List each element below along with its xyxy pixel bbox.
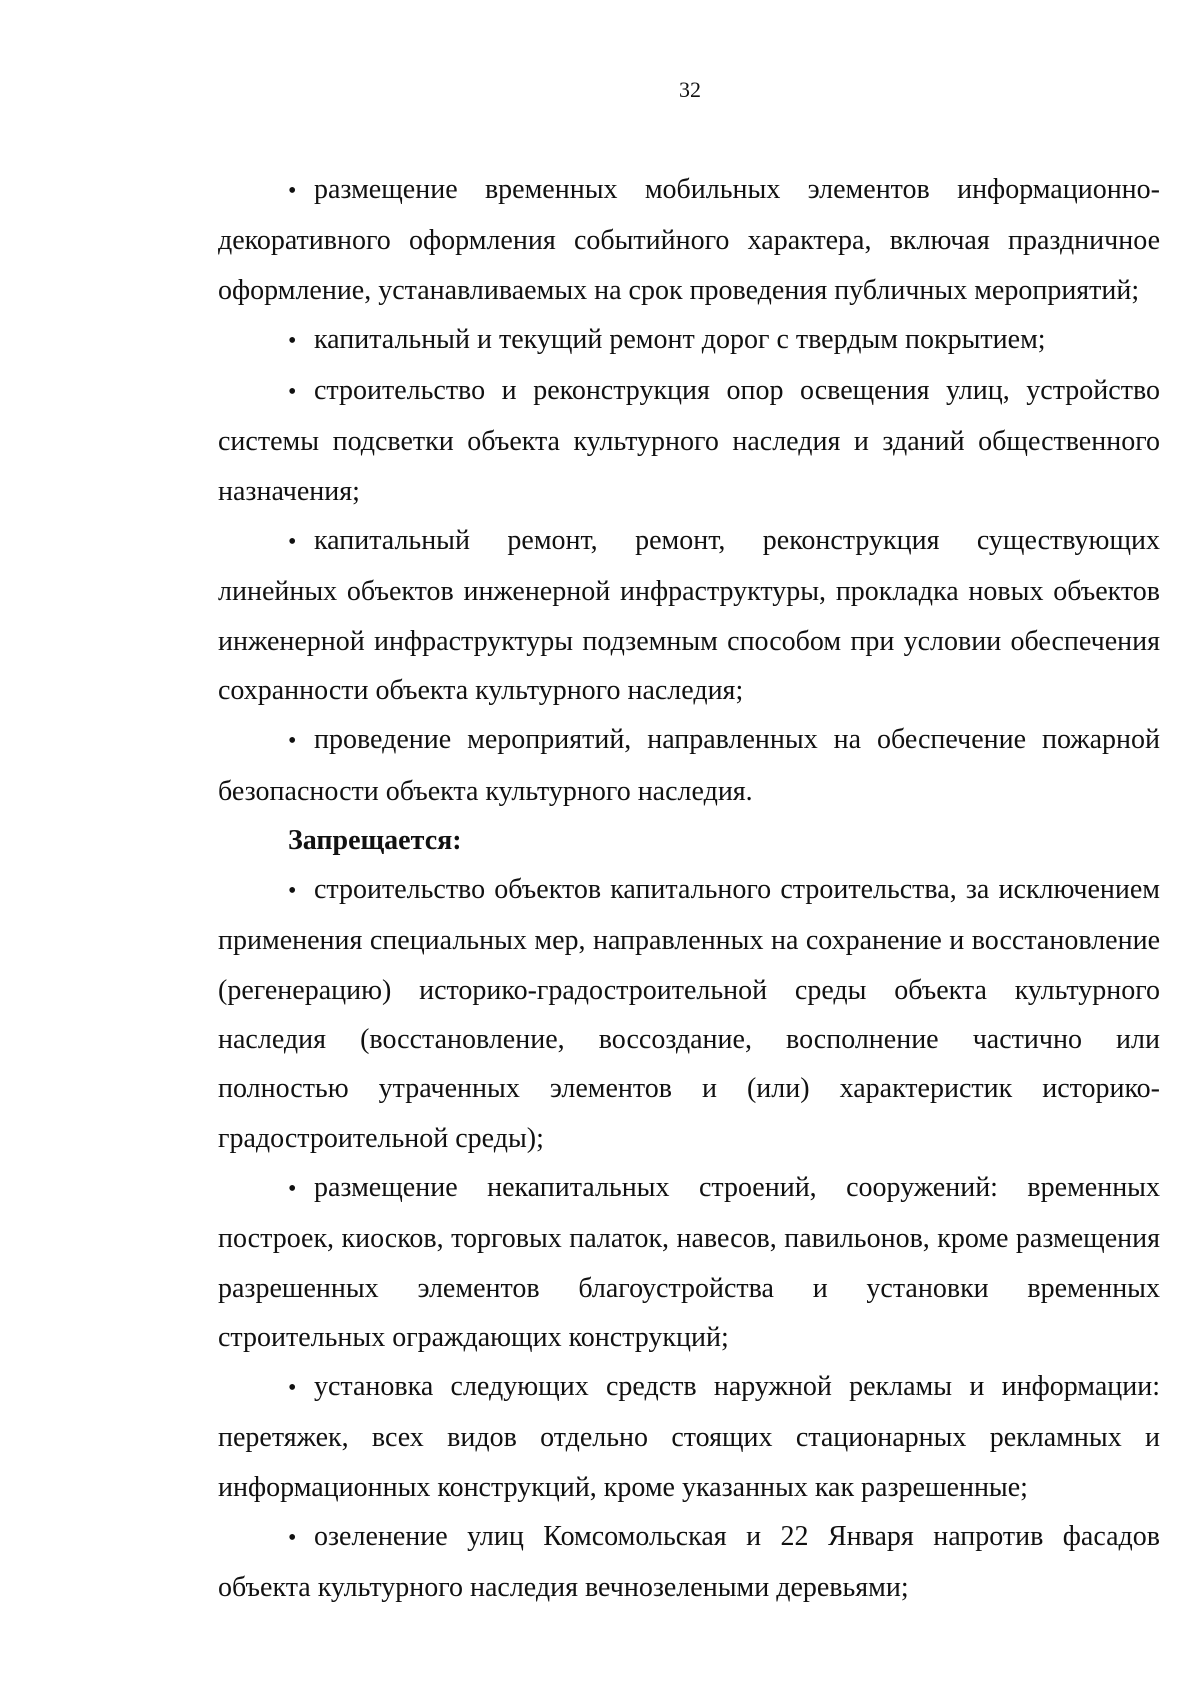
list-item-text: строительство и реконструкция опор освещения улиц, устройство системы подсветки объекта культурного наследия и зданий общественного назначения; <box>218 375 1160 507</box>
bullet-icon: • <box>288 379 297 406</box>
list-item-text: проведение мероприятий, направленных на обеспечение пожарной безопасности объекта культурного наследия. <box>218 724 1160 807</box>
list-item <box>218 1163 1160 1362</box>
list-item <box>218 715 1160 816</box>
bullet-icon: • <box>288 178 297 204</box>
list-item-text: размещение временных мобильных элементов информационно-декоративного оформления событийного характера, включая праздничное оформление, устанавливаемых на срок проведения публичных мероприятий; <box>218 174 1160 306</box>
bullet-icon: • <box>288 878 297 905</box>
list-item <box>218 865 1160 1163</box>
document-body <box>218 165 1160 1613</box>
list-item <box>218 315 1160 366</box>
list-item-text: строительство объектов капитального строительства, за исключением применения специальных мер, направленных на сохранение и восстановление (регенерацию) историко-градостроительной среды объекта культурного наследия (восстановление, воссоздание, восполнение частично или полностью утраченных элементов и (или) характеристик историко-градостроительной среды); <box>218 874 1160 1154</box>
bullet-icon: • <box>288 327 297 354</box>
page-number: 32 <box>679 77 701 102</box>
section-heading: Запрещается: <box>288 824 462 856</box>
bullet-icon: • <box>288 1525 297 1552</box>
list-item-text: установка следующих средств наружной рекламы и информации: перетяжек, всех видов отдельно стоящих стационарных рекламных и информационных конструкций, кроме указанных как разрешенные; <box>218 1371 1160 1503</box>
list-item-text: капитальный и текущий ремонт дорог с твердым покрытием; <box>314 323 1046 355</box>
bullet-icon: • <box>288 728 297 755</box>
list-item-text: капитальный ремонт, ремонт, реконструкция существующих линейных объектов инженерной инфраструктуры, прокладка новых объектов инженерной инфраструктуры подземным способом при условии обеспечения сохранности объекта культурного наследия; <box>218 525 1160 706</box>
bullet-icon: • <box>288 1175 297 1202</box>
list-item <box>218 516 1160 715</box>
bullet-icon: • <box>288 529 297 556</box>
list-item <box>218 366 1160 516</box>
bullet-icon: • <box>288 1375 297 1402</box>
list-item <box>218 1512 1160 1613</box>
list-item-text: озеленение улиц Комсомольская и 22 Января напротив фасадов объекта культурного наследия вечнозелеными деревьями; <box>218 1521 1160 1604</box>
list-item <box>218 165 1160 315</box>
list-item <box>218 1362 1160 1512</box>
list-item-text: размещение некапитальных строений, сооружений: временных построек, киосков, торговых палаток, навесов, павильонов, кроме размещения разрешенных элементов благоустройства и установки временных строительных ограждающих конструкций; <box>218 1171 1160 1353</box>
